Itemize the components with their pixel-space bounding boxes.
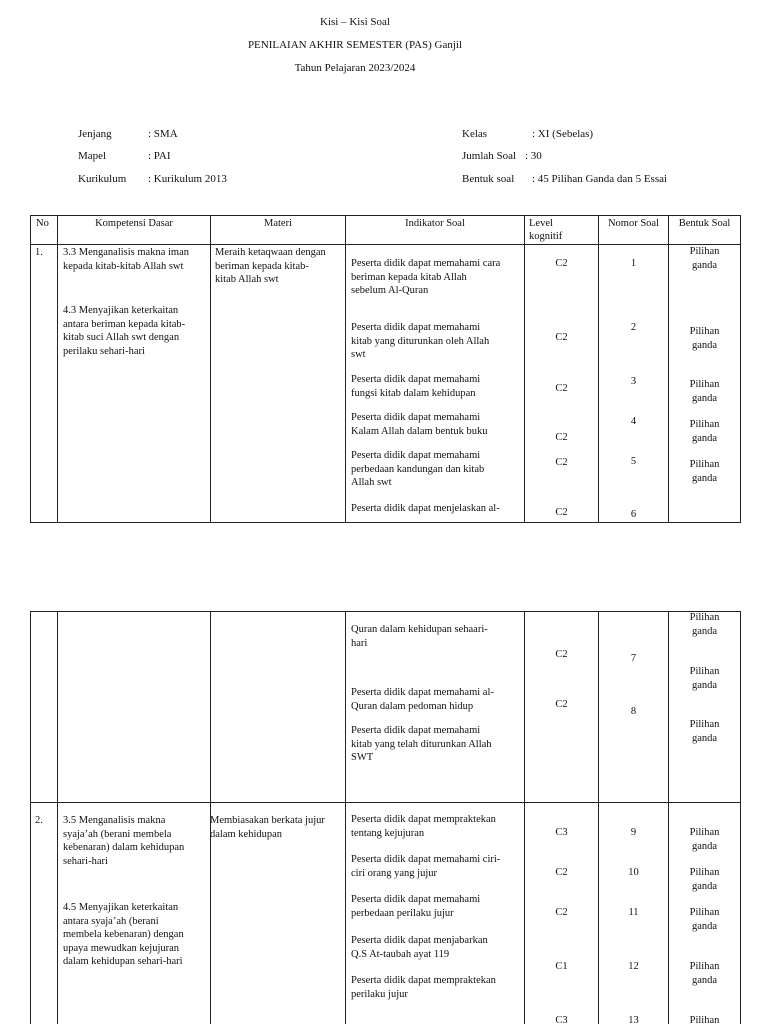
indikator-5: Peserta didik dapat memahami perbedaan kandungan dan kitab Allah swt [351,450,485,488]
bentuk-soal-9: Pilihan ganda [689,827,720,852]
doc-year: Tahun Pelajaran 2023/2024 [294,62,416,74]
nomor-12: 12 [628,961,639,972]
nomor-8: 8 [630,706,637,717]
kd-3-5: 3.5 Menganalisis makna syaja’ah (berani membela kebenaran) dalam kehidupan sehari-hari [63,815,185,867]
indikator-3: Peserta didik dapat memahami fungsi kitab dalam kehidupan [351,374,481,399]
nomor-3: 3 [630,376,637,387]
bentuk-soal-4: Pilihan ganda [689,419,720,444]
bentuk-soal-11: Pilihan ganda [689,907,720,932]
bentuk-soal-10: Pilihan ganda [689,867,720,892]
level-11: C2 [555,907,568,918]
doc-subtitle: PENILAIAN AKHIR SEMESTER (PAS) Ganjil [247,39,463,51]
kurikulum-value: : Kurikulum 2013 [148,173,227,185]
indikator-8: Peserta didik dapat memahami al- Quran dalam pedoman hidup [351,687,494,712]
nomor-2: 2 [630,322,637,333]
level-1: C2 [555,258,568,269]
indikator-6: Peserta didik dapat menjelaskan al- [351,503,500,514]
indikator-1: Peserta didik dapat memahami cara beriman kepada kitab Allah sebelum Al-Quran [351,258,501,296]
bentuk-soal-5: Pilihan ganda [689,459,720,484]
level-9: C3 [555,827,568,838]
row-1-no: 1. [35,247,43,258]
level-8: C2 [555,699,568,710]
kurikulum-label: Kurikulum [78,173,127,185]
bentuk-soal-label: Bentuk soal [462,173,515,185]
header-level-kognitif: kognitif [529,231,563,242]
indikator-12: Peserta didik dapat menjabarkan Q.S At-taubah ayat 119 [351,935,488,960]
bentuk-soal-value: : 45 Pilihan Ganda dan 5 Essai [532,173,668,185]
level-3: C2 [555,383,568,394]
nomor-10: 10 [628,867,639,878]
level-12: C1 [555,961,568,972]
row-2-no: 2. [35,815,43,826]
materi-2: Membiasakan berkata jujur dalam kehidupan [210,815,325,840]
nomor-9: 9 [630,827,637,838]
kelas-label: Kelas [462,128,488,140]
bentuk-soal-8: Pilihan ganda [689,719,720,744]
level-5: C2 [555,457,568,468]
jumlah-soal-label: Jumlah Soal [462,150,517,162]
header-bentuk-soal: Bentuk Soal [678,218,731,229]
bentuk-soal-2: Pilihan ganda [689,326,720,351]
jenjang-value: : SMA [148,128,178,140]
indikator-4: Peserta didik dapat memahami Kalam Allah dalam bentuk buku [351,412,488,437]
bentuk-soal-3: Pilihan ganda [689,379,720,404]
kelas-value: : XI (Sebelas) [532,128,594,140]
header-nomor-soal: Nomor Soal [607,218,660,229]
bentuk-soal-13: Pilihan [689,1015,720,1026]
header-kompetensi-dasar: Kompetensi Dasar [95,218,173,229]
indikator-11: Peserta didik dapat memahami perbedaan perilaku jujur [351,894,481,919]
doc-title: Kisi – Kisi Soal [320,16,390,28]
indikator-7: Quran dalam kehidupan sehaari- hari [351,624,488,649]
bentuk-soal-12: Pilihan ganda [689,961,720,986]
mapel-label: Mapel [78,150,107,162]
bentuk-soal-1: Pilihan ganda [689,246,720,271]
level-13: C3 [555,1015,568,1026]
jenjang-label: Jenjang [78,128,112,140]
header-no: No [36,218,49,229]
header-materi: Materi [264,218,292,229]
nomor-1: 1 [630,258,637,269]
level-6: C2 [555,507,568,518]
nomor-4: 4 [630,416,637,427]
header-indikator-soal: Indikator Soal [405,218,465,229]
nomor-6: 6 [630,509,637,520]
level-2: C2 [555,332,568,343]
kd-4-3: 4.3 Menyajikan keterkaitan antara beriman kepada kitab- kitab suci Allah swt dengan perilaku sehari-hari [63,305,186,357]
indikator-10: Peserta didik dapat memahami ciri- ciri orang yang jujur [351,854,501,879]
level-4: C2 [555,432,568,443]
kd-4-5: 4.5 Menyajikan keterkaitan antara syaja’ah (berani membela kebenaran) dengan upaya mewudkan kejujuran dalam kehidupan sehari-hari [63,902,184,967]
nomor-7: 7 [630,653,637,664]
indikator-9b: Peserta didik dapat mempraktekan tentang kejujuran [351,814,496,839]
nomor-13: 13 [628,1015,639,1026]
level-10: C2 [555,867,568,878]
kd-3-3: 3.3 Menganalisis makna iman kepada kitab-kitab Allah swt [63,247,189,272]
indikator-2: Peserta didik dapat memahami kitab yang diturunkan oleh Allah swt [351,322,490,360]
materi-1: Meraih ketaqwaan dengan beriman kepada kitab- kitab Allah swt [215,247,326,285]
mapel-value: : PAI [148,150,171,162]
indikator-13: Peserta didik dapat mempraktekan perilaku jujur [351,975,496,1000]
indikator-9: Peserta didik dapat memahami kitab yang telah diturunkan Allah SWT [351,725,492,763]
level-7: C2 [555,649,568,660]
bentuk-soal-7: Pilihan ganda [689,666,720,691]
bentuk-soal-6: Pilihan ganda [689,612,720,637]
header-level: Level [529,218,553,229]
nomor-5: 5 [630,456,637,467]
jumlah-soal-value: : 30 [525,150,542,162]
nomor-11: 11 [628,907,639,918]
